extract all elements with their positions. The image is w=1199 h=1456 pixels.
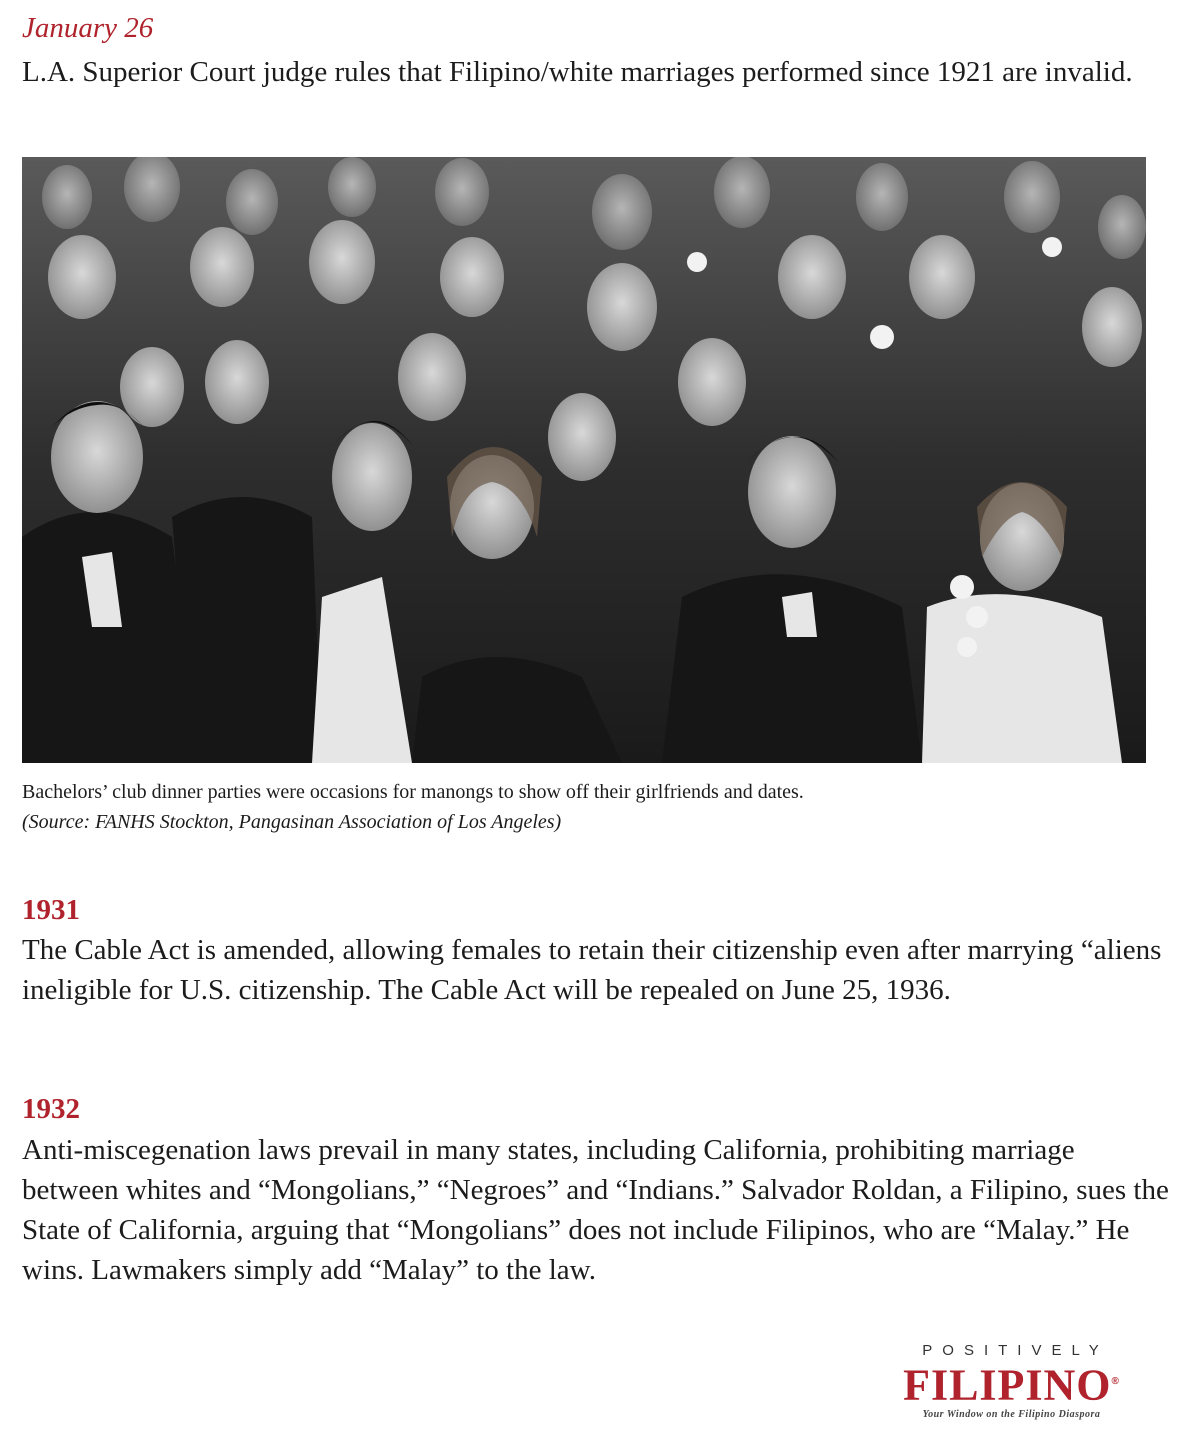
- photo-caption: [22, 777, 1172, 837]
- positively-filipino-logo: [894, 1342, 1129, 1422]
- logo-name: FILIPINO: [903, 1360, 1112, 1410]
- logo-name-line: [894, 1360, 1129, 1408]
- registered-mark: ®: [1111, 1376, 1120, 1387]
- year-heading-1931: 1931: [22, 894, 80, 926]
- logo-top-line: POSITIVELY: [922, 1342, 1109, 1359]
- photo-source: (Source: FANHS Stockton, Pangasinan Association of Los Angeles): [22, 811, 562, 833]
- photo-caption-text: Bachelors’ club dinner parties were occasions for manongs to show off their girlfriends and dates.: [22, 781, 804, 803]
- entry-text-jan26: L.A. Superior Court judge rules that Filipino/white marriages performed since 1921 are invalid.: [22, 56, 1133, 88]
- logo-tagline: Your Window on the Filipino Diaspora: [922, 1408, 1101, 1420]
- entry-text-1932: Anti-miscegenation laws prevail in many states, including California, prohibiting marriage between whites and “Mongolians,” “Negroes” and “Indians.” Salvador Roldan, a Filipino, sues the State of California, arguing that “Mongolians” does not include Filipinos, who are “Malay.” He wins. Lawmakers simply add “Malay” to the law.: [22, 1134, 1169, 1286]
- entry-date-heading: January 26: [22, 12, 154, 44]
- historical-photo: [22, 157, 1146, 763]
- year-heading-1932: 1932: [22, 1093, 80, 1125]
- entry-text-1931: The Cable Act is amended, allowing females to retain their citizenship even after marrying “aliens ineligible for U.S. citizenship. The Cable Act will be repealed on June 25, 1936.: [22, 934, 1162, 1006]
